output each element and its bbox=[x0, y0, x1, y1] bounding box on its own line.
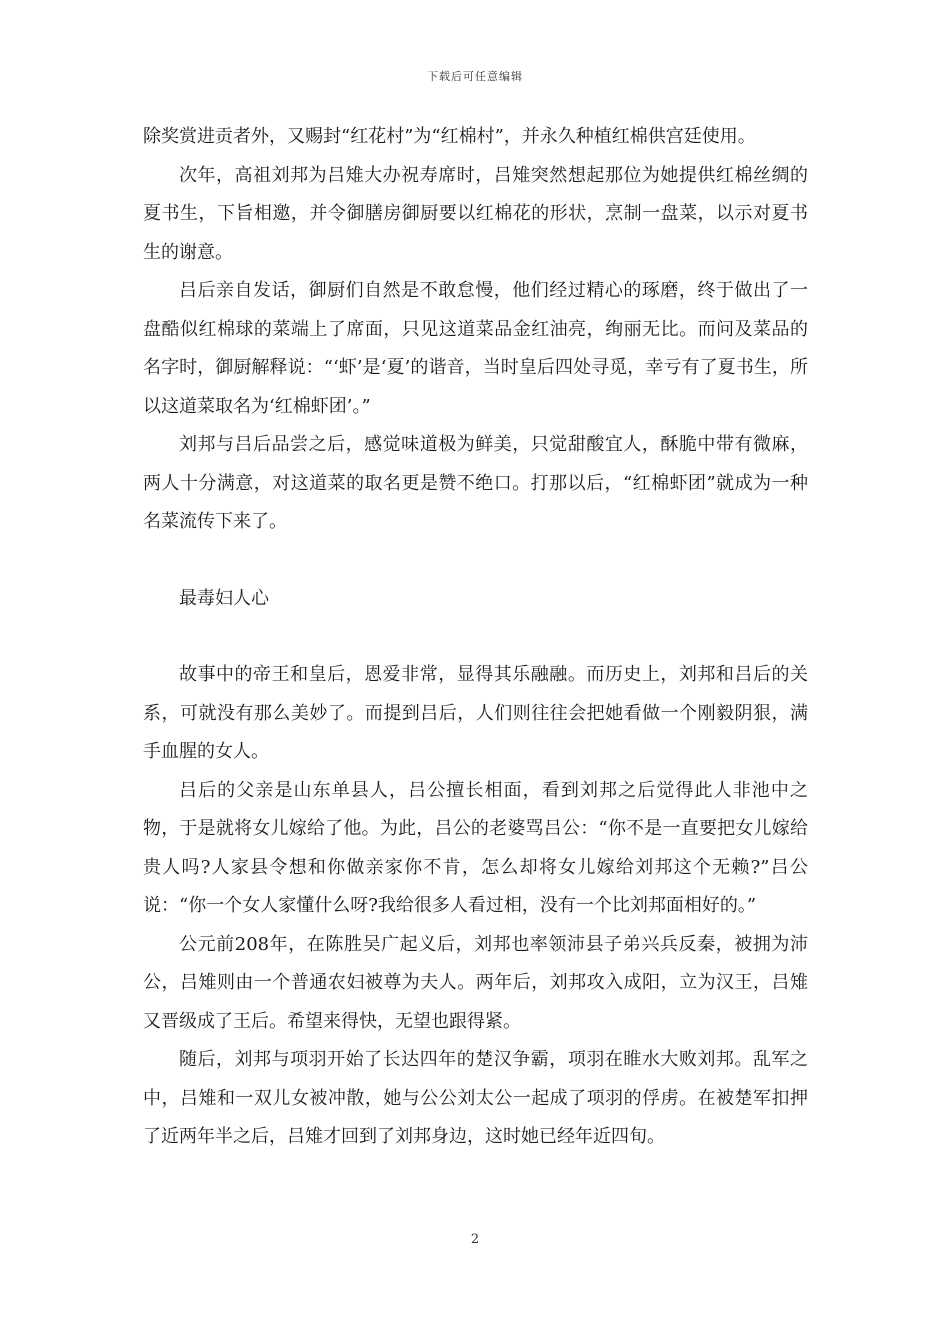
paragraph: 刘邦与吕后品尝之后，感觉味道极为鲜美，只觉甜酸宜人，酥脆中带有微麻，两人十分满意，对这道菜的取名更是赞不绝口。打那以后，“红棉虾团”就成为一种名菜流传下来了。 bbox=[143, 434, 808, 532]
paragraph: 随后，刘邦与项羽开始了长达四年的楚汉争霸，项羽在睢水大败刘邦。乱军之中，吕雉和一双儿女被冲散，她与公公刘太公一起成了项羽的俘虏。在被楚军扣押了近两年半之后，吕雉才回到了刘邦身边，这时她已经年近四旬。 bbox=[143, 1049, 808, 1147]
paragraph: 次年，高祖刘邦为吕雉大办祝寿席时，吕雉突然想起那位为她提供红棉丝绸的夏书生，下旨相邀，并令御膳房御厨要以红棉花的形状，烹制一盘菜，以示对夏书生的谢意。 bbox=[143, 164, 808, 263]
section-title: 最毒妇人心 bbox=[179, 587, 269, 609]
paragraph: 公元前208年，在陈胜吴广起义后，刘邦也率领沛县子弟兴兵反秦，被拥为沛公，吕雉则由一个普通农妇被尊为夫人。两年后，刘邦攻入成阳，立为汉王，吕雉又晋级成了王后。希望来得快，无望也跟得紧。 bbox=[143, 933, 808, 1032]
document-body bbox=[143, 118, 808, 1157]
paragraph: 吕后亲自发话，御厨们自然是不敢怠慢，他们经过精心的琢磨，终于做出了一盘酷似红棉球的菜端上了席面，只见这道菜品金红油亮，绚丽无比。而问及菜品的名字时，御厨解释说：“‘虾’是‘夏’的谐音，当时皇后四处寻觅，幸亏有了夏书生，所以这道菜取名为‘红棉虾团’。” bbox=[143, 280, 808, 417]
paragraph: 故事中的帝王和皇后，恩爱非常，显得其乐融融。而历史上，刘邦和吕后的关系，可就没有那么美妙了。而提到吕后，人们则往往会把她看做一个刚毅阴狠，满手血腥的女人。 bbox=[143, 664, 808, 762]
paragraph: 吕后的父亲是山东单县人，吕公擅长相面，看到刘邦之后觉得此人非池中之物，于是就将女儿嫁给了他。为此，吕公的老婆骂吕公：“你不是一直要把女儿嫁给贵人吗?人家县令想和你做亲家你不肯，怎么却将女儿嫁给刘邦这个无赖?”吕公说：“你一个女人家懂什么呀?我给很多人看过相，没有一个比刘邦面相好的。” bbox=[143, 779, 808, 916]
page-header: 下载后可任意编辑 bbox=[427, 70, 523, 83]
page-number: 2 bbox=[470, 1232, 480, 1247]
paragraph: 除奖赏进贡者外，又赐封“红花村”为“红棉村”，并永久种植红棉供宫廷使用。 bbox=[143, 126, 756, 147]
